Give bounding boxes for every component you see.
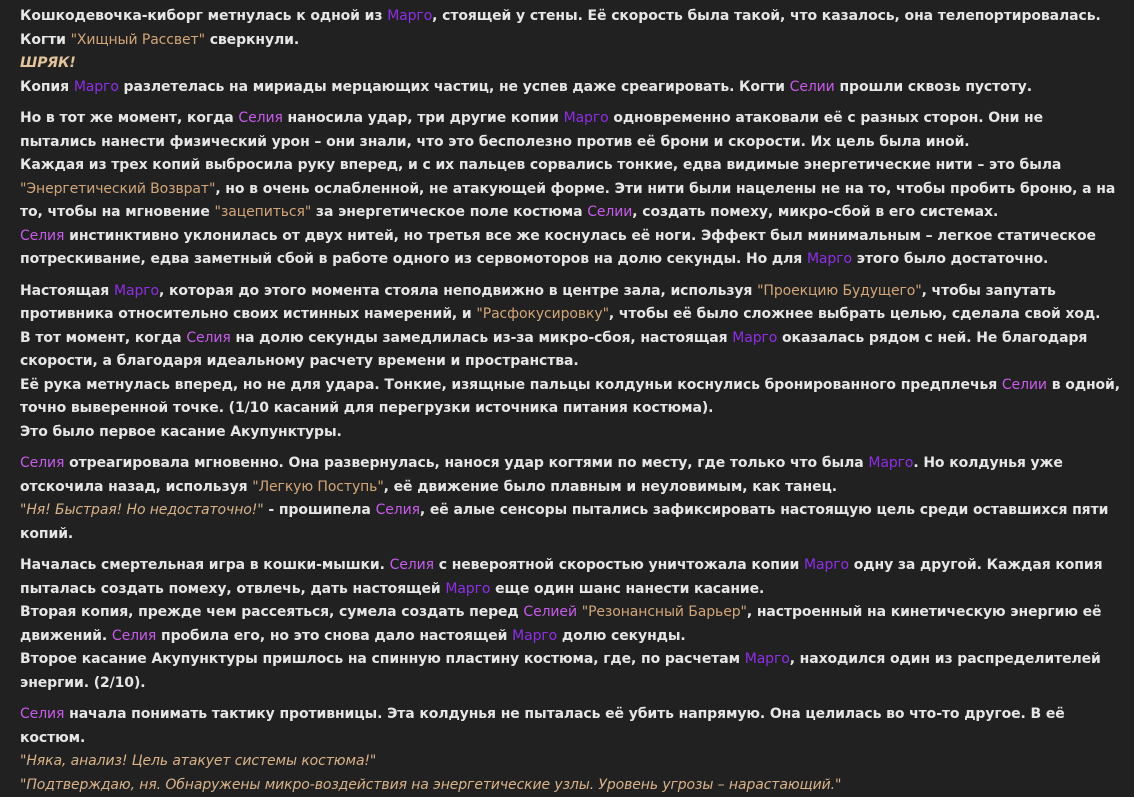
text-segment: с невероятной скоростью уничтожала копии bbox=[434, 557, 804, 573]
text-segment: пробила его, но это снова дало настоящей bbox=[156, 628, 512, 644]
character-name-selia: Селия bbox=[20, 228, 64, 244]
text-segment: начала понимать тактику противницы. Эта колдунья не пыталась её убить напрямую. Она целилась во что-то другое. В её костюм. bbox=[20, 706, 1065, 746]
skill-name: "Энергетический Возврат" bbox=[20, 181, 215, 197]
text-segment: одну за другой. Каждая копия пыталась создать помеху, отвлечь, дать настоящей bbox=[20, 557, 1102, 597]
text-segment: , чтобы её было сложнее выбрать целью, сделала свой ход. bbox=[609, 306, 1100, 322]
text-segment: В тот момент, когда bbox=[20, 330, 186, 346]
dialogue-quote: "Ня! Быстрая! Но недостаточно!" bbox=[20, 502, 264, 518]
text-line bbox=[20, 107, 1124, 154]
character-name-margo: Марго bbox=[512, 628, 557, 644]
text-line bbox=[20, 52, 1124, 76]
text-segment: - прошипела bbox=[264, 502, 376, 518]
text-segment: , её движение было плавным и неуловимым, как танец. bbox=[384, 479, 837, 495]
skill-name: "Расфокусировку" bbox=[476, 306, 609, 322]
text-line bbox=[20, 154, 1124, 225]
character-name-margo: Марго bbox=[74, 79, 119, 95]
character-name-selia: Селия bbox=[390, 557, 434, 573]
text-segment: , находился один из распределителей энергии. (2/10). bbox=[20, 651, 1101, 691]
dialogue-quote: "Няка, анализ! Цель атакует системы костюма!" bbox=[20, 753, 376, 769]
paragraph bbox=[20, 452, 1124, 546]
text-segment: , настроенный на кинетическую энергию её движений. bbox=[20, 604, 1101, 644]
character-name-margo: Марго bbox=[868, 455, 913, 471]
text-segment: , чтобы запутать противника относительно своих истинных намерений, и bbox=[20, 283, 1056, 323]
text-line bbox=[20, 76, 1124, 100]
text-segment: Кошкодевочка-киборг метнулась к одной из bbox=[20, 8, 387, 24]
paragraph bbox=[20, 703, 1124, 797]
text-segment: отреагировала мгновенно. Она развернулась, нанося удар когтями по месту, где только что была bbox=[64, 455, 868, 471]
text-segment: Это было первое касание Акупунктуры. bbox=[20, 424, 342, 440]
text-segment: прошли сквозь пустоту. bbox=[835, 79, 1032, 95]
character-name-selia: Селии bbox=[587, 204, 632, 220]
text-segment: разлетелась на мириады мерцающих частиц, не успев даже среагировать. Когти bbox=[119, 79, 790, 95]
text-segment: Её рука метнулась вперед, но не для удара. Тонкие, изящные пальцы колдуньи коснулись бронированного предплечья bbox=[20, 377, 1002, 393]
character-name-margo: Марго bbox=[564, 110, 609, 126]
text-line bbox=[20, 703, 1124, 750]
text-line bbox=[20, 648, 1124, 695]
text-segment: Каждая из трех копий выбросила руку вперед, и с их пальцев сорвались тонкие, едва видимые энергетические нити – это была bbox=[20, 157, 1061, 173]
text-segment: Настоящая bbox=[20, 283, 114, 299]
text-line bbox=[20, 774, 1124, 797]
character-name-selia: Селия bbox=[238, 110, 282, 126]
text-line bbox=[20, 374, 1124, 421]
character-name-selia: Селия bbox=[20, 455, 64, 471]
paragraph bbox=[20, 5, 1124, 99]
character-name-margo: Марго bbox=[732, 330, 777, 346]
character-name-margo: Марго bbox=[804, 557, 849, 573]
character-name-margo: Марго bbox=[445, 581, 490, 597]
text-segment: за энергетическое поле костюма bbox=[311, 204, 587, 220]
character-name-margo: Марго bbox=[387, 8, 432, 24]
text-segment: одновременно атаковали её с разных сторон. Они не пытались нанести физический урон – они знали, что это бесполезно против её брони и скорости. Их цель была иной. bbox=[20, 110, 1043, 150]
text-line bbox=[20, 452, 1124, 499]
character-name-selia: Селия bbox=[112, 628, 156, 644]
text-segment: , её алые сенсоры пытались зафиксировать настоящую цель среди оставшихся пяти копий. bbox=[20, 502, 1108, 542]
text-segment: этого было достаточно. bbox=[852, 251, 1048, 267]
text-line bbox=[20, 554, 1124, 601]
text-segment: оказалась рядом с ней. Не благодаря скорости, а благодаря идеальному расчету времени и пространства. bbox=[20, 330, 1087, 370]
paragraph bbox=[20, 280, 1124, 445]
text-segment: Началась смертельная игра в кошки-мышки. bbox=[20, 557, 390, 573]
text-line bbox=[20, 601, 1124, 648]
character-name-margo: Марго bbox=[114, 283, 159, 299]
text-segment: Копия bbox=[20, 79, 74, 95]
text-segment: , создать помеху, микро-сбой в его системах. bbox=[632, 204, 998, 220]
text-line bbox=[20, 5, 1124, 52]
skill-name: "Резонансный Барьер" bbox=[582, 604, 747, 620]
text-segment: , но в очень ослабленной, не атакующей форме. Эти нити были нацелены не на то, чтобы пробить броню, а на то, чтобы на мгновение bbox=[20, 181, 1115, 221]
text-segment: , которая до этого момента стояла неподвижно в центре зала, используя bbox=[159, 283, 757, 299]
text-line bbox=[20, 280, 1124, 327]
text-segment: еще один шанс нанести касание. bbox=[490, 581, 764, 597]
skill-name: "зацепиться" bbox=[215, 204, 312, 220]
dialogue-quote: "Подтверждаю, ня. Обнаружены микро-воздействия на энергетические узлы. Уровень угрозы – нарастающий." bbox=[20, 777, 841, 793]
text-segment: инстинктивно уклонилась от двух нитей, но третья все же коснулась её ноги. Эффект был минимальным – легкое статическое потрескивание, едва заметный сбой в работе одного из сервомоторов на долю секунды. Но для bbox=[20, 228, 1096, 268]
text-segment: на долю секунды замедлилась из-за микро-сбоя, настоящая bbox=[231, 330, 733, 346]
character-name-margo: Марго bbox=[807, 251, 852, 267]
text-segment: Но в тот же момент, когда bbox=[20, 110, 238, 126]
text-line bbox=[20, 327, 1124, 374]
character-name-selia: Селии bbox=[1002, 377, 1047, 393]
character-name-selia: Селия bbox=[20, 706, 64, 722]
skill-name: "Проекцию Будущего" bbox=[757, 283, 921, 299]
text-line bbox=[20, 750, 1124, 774]
character-name-selia: Селией bbox=[523, 604, 577, 620]
text-segment: наносила удар, три другие копии bbox=[283, 110, 564, 126]
paragraph bbox=[20, 554, 1124, 695]
skill-name: "Легкую Поступь" bbox=[252, 479, 383, 495]
character-name-selia: Селии bbox=[790, 79, 835, 95]
text-segment: . Но колдунья уже отскочила назад, используя bbox=[20, 455, 1063, 495]
character-name-selia: Селия bbox=[186, 330, 230, 346]
text-segment: долю секунды. bbox=[557, 628, 686, 644]
text-line bbox=[20, 225, 1124, 272]
skill-name: "Хищный Рассвет" bbox=[71, 32, 205, 48]
text-segment: сверкнули. bbox=[205, 32, 299, 48]
sound-effect: ШРЯК! bbox=[20, 55, 76, 71]
text-segment: , стоящей у стены. Её скорость была такой, что казалось, она телепортировалась. Когти bbox=[20, 8, 1101, 48]
character-name-margo: Марго bbox=[745, 651, 790, 667]
text-line bbox=[20, 421, 1124, 445]
text-segment: Вторая копия, прежде чем рассеяться, сумела создать перед bbox=[20, 604, 523, 620]
paragraph bbox=[20, 107, 1124, 272]
text-line bbox=[20, 499, 1124, 546]
character-name-selia: Селия bbox=[376, 502, 420, 518]
text-segment: в одной, точно выверенной точке. (1/10 касаний для перегрузки источника питания костюма). bbox=[20, 377, 1120, 417]
text-segment: Второе касание Акупунктуры пришлось на спинную пластину костюма, где, по расчетам bbox=[20, 651, 745, 667]
